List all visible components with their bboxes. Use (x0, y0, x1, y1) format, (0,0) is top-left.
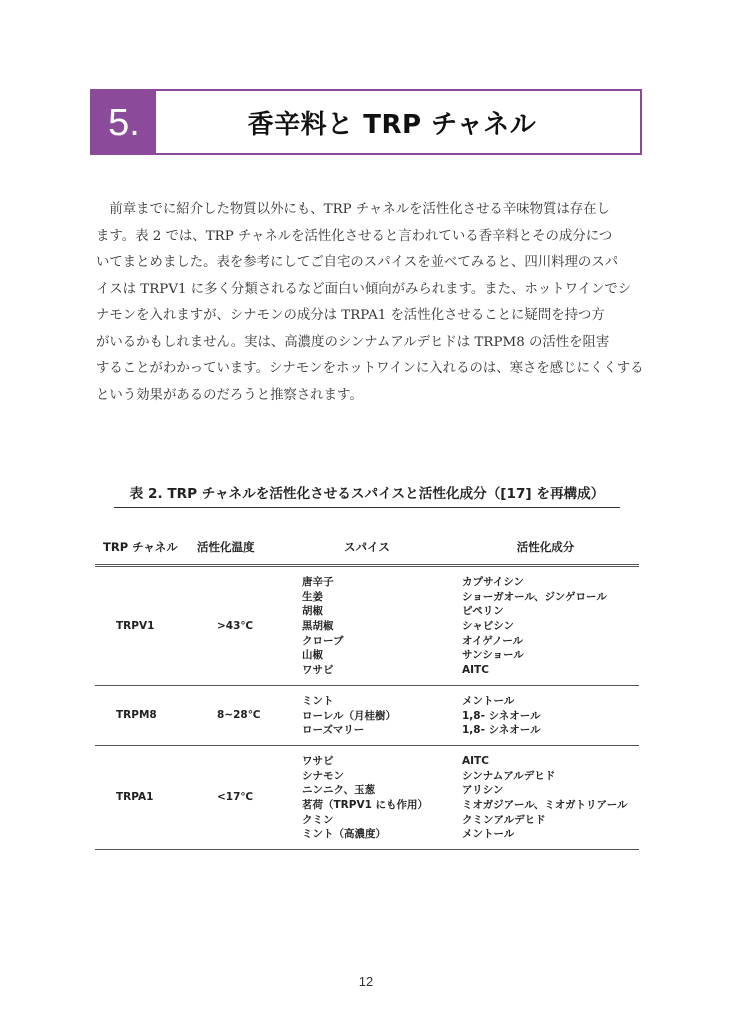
spice-table (95, 530, 639, 850)
component-item: ピペリン (462, 605, 504, 618)
components-cell (452, 686, 639, 745)
body-line: することがわかっています。シナモンをホットワインに入れるのは、寒さを感じにくくする (96, 361, 644, 376)
spice-item: ワサビ (302, 664, 334, 677)
body-line: 前章までに紹介した物質以外にも、TRP チャネルを活性化させる辛味物質は存在し (96, 202, 610, 217)
body-line: いてまとめました。表を参考にしてご自宅のスパイスを並べてみると、四川料理のスパ (96, 255, 619, 270)
component-item: AITC (462, 754, 489, 767)
spice-item: クローブ (302, 634, 344, 647)
chapter-title: 香辛料と TRP チャネル (247, 109, 537, 140)
chapter-header (90, 89, 642, 155)
body-paragraph (96, 197, 644, 409)
spice-item: 胡椒 (302, 605, 323, 618)
channel-cell: TRPV1 (116, 619, 155, 632)
channel-cell: TRPA1 (116, 791, 154, 804)
component-item: アリシン (462, 784, 504, 797)
header-spices: スパイス (344, 540, 390, 554)
spice-item: ミント（高濃度） (302, 828, 386, 841)
header-channel: TRP チャネル (103, 540, 178, 554)
component-item: メントール (462, 828, 515, 841)
header-components: 活性化成分 (516, 540, 575, 554)
temperature-cell: <17℃ (217, 791, 254, 804)
temperature-cell: >43℃ (217, 619, 254, 632)
table-row (95, 746, 639, 850)
spice-item: ローレル（月桂樹） (302, 709, 397, 722)
page-number: 12 (358, 974, 374, 989)
body-line: イスは TRPV1 に多く分類されるなど面白い傾向がみられます。また、ホットワインでシ (96, 281, 632, 297)
spice-item: 唐辛子 (302, 576, 334, 588)
component-item: シンナムアルデヒド (462, 769, 556, 782)
spice-item: 山椒 (302, 649, 323, 662)
components-cell (452, 746, 639, 849)
spices-cell (282, 686, 452, 745)
spice-item: シナモン (302, 769, 344, 782)
spice-item: クミン (302, 813, 334, 826)
spice-item: ローズマリー (302, 724, 365, 737)
table-header-row (95, 530, 639, 567)
spice-item: ミント (302, 694, 334, 707)
component-item: シャビシン (462, 620, 515, 633)
chapter-number: 5. (92, 91, 156, 153)
component-item: AITC (462, 664, 489, 677)
spice-item: 茗荷（TRPV1 にも作用） (302, 798, 429, 811)
body-line: ナモンを入れますが、シナモンの成分は TRPA1 を活性化させることに疑問を持つ方 (96, 308, 605, 323)
body-line: という効果があるのだろうと推察されます。 (96, 387, 363, 403)
table-caption: 表 2. TRP チャネルを活性化させるスパイスと活性化成分（[17] を再構成） (114, 482, 620, 508)
component-item: メントール (462, 694, 515, 707)
header-temperature: 活性化温度 (197, 540, 255, 554)
spices-cell (282, 567, 452, 685)
component-item: ショーガオール、ジンゲロール (462, 590, 607, 603)
component-item: クミンアルデヒド (462, 813, 546, 826)
spice-item: ニンニク、玉葱 (302, 784, 376, 797)
body-line: がいるかもしれません。実は、高濃度のシンナムアルデヒドは TRPM8 の活性を阻害 (96, 334, 610, 350)
component-item: オイゲノール (462, 634, 524, 647)
spices-cell (282, 746, 452, 849)
component-item: カプサイシン (462, 576, 525, 588)
table-row (95, 567, 639, 686)
component-item: 1,8- シネオール (462, 709, 541, 722)
table-row (95, 686, 639, 746)
component-item: サンショール (462, 649, 524, 662)
component-item: 1,8- シネオール (462, 724, 541, 737)
channel-cell: TRPM8 (116, 709, 157, 722)
temperature-cell: 8~28℃ (217, 709, 261, 722)
spice-item: ワサビ (302, 754, 334, 767)
spice-item: 黒胡椒 (302, 620, 334, 633)
component-item: ミオガジアール、ミオガトリアール (462, 798, 628, 811)
body-line: ます。表 2 では、TRP チャネルを活性化させると言われている香辛料とその成分につ (96, 228, 613, 244)
components-cell (452, 567, 639, 685)
spice-item: 生姜 (302, 590, 323, 603)
